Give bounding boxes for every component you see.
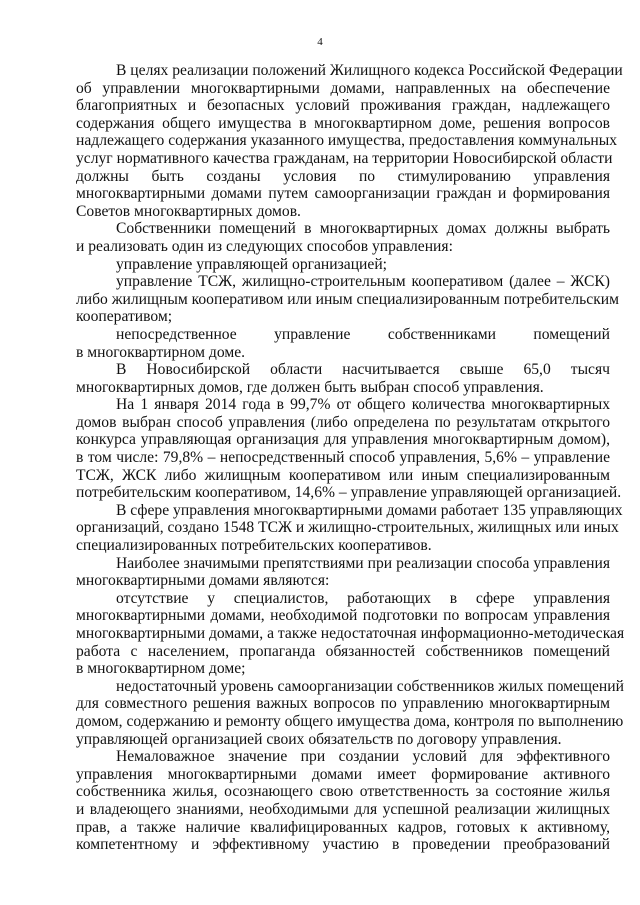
text-line: потребительским кооперативом, 14,6% – управление управляющей организацией. [76,484,622,502]
page-number: 4 [317,36,323,48]
text-line: многоквартирными домами, необходимой подготовки по вопросам управления [76,607,610,625]
text-line: В сфере управления многоквартирными домами работает 135 управляющих [116,501,623,519]
text-line: организаций, создано 1548 ТСЖ и жилищно-строительных, жилищных или иных [76,519,619,537]
text-line: в многоквартирном доме. [76,343,246,361]
text-line: ТСЖ, ЖСК либо жилищным кооперативом или иным специализированным [76,466,610,484]
text-line: собственника жилья, осознающего свою ответственность за состояние жилья [76,783,610,801]
text-line: многоквартирными домами путем самоорганизации граждан и формирования [76,185,610,203]
text-line: должны быть созданы условия по стимулированию управления [76,167,610,185]
text-line: благоприятных и безопасных условий проживания граждан, надлежащего [76,97,610,115]
text-line: домов выбран способ управления (либо определена по результатам открытого [76,413,610,431]
text-line: компетентному и эффективному участию в проведении преобразований [76,836,610,854]
text-line: непосредственное управление собственниками помещений [116,325,610,343]
text-line: недостаточный уровень самоорганизации собственников жилых помещений [116,677,624,695]
text-line: отсутствие у специалистов, работающих в сфере управления [116,589,610,607]
text-line: В целях реализации положений Жилищного кодекса Российской Федерации [116,62,623,79]
text-line: содержания общего имущества в многоквартирном доме, решения вопросов [76,114,610,132]
text-line: либо жилищным кооперативом или иным специализированным потребительским [76,290,619,308]
text-line: для совместного решения важных вопросов по управлению многоквартирным [76,695,610,713]
text-line: управляющей организацией своих обязательств по договору управления. [76,730,562,748]
text-line: управления многоквартирными домами имеет формирование активного [76,765,610,783]
text-line: В Новосибирской области насчитывается свыше 65,0 тысяч [116,361,610,379]
text-line: многоквартирными домами являются: [76,572,330,590]
text-line: прав, а также наличие квалифицированных кадров, готовых к активному, [76,818,610,836]
text-line: Собственники помещений в многоквартирных домах должны выбрать [116,220,610,238]
text-line: домом, содержанию и ремонту общего имущества дома, контроля по выполнению [76,712,624,730]
text-line: и владеющего знаниями, необходимыми для успешной реализации жилищных [76,800,610,818]
text-line: управление управляющей организацией; [116,255,387,273]
text-line: в том числе: 79,8% – непосредственный способ управления, 5,6% – управление [76,449,610,467]
text-line: Наиболее значимыми препятствиями при реализации способа управления [116,554,610,572]
text-line: кооперативом; [76,308,173,326]
text-line: услуг нормативного качества гражданам, на территории Новосибирской области [76,149,613,167]
text-line: многоквартирных домов, где должен быть выбран способ управления. [76,378,544,396]
text-line: надлежащего содержания указанного имущества, предоставления коммунальных [76,132,618,150]
text-line: в многоквартирном доме; [76,660,246,678]
text-line: управление ТСЖ, жилищно-строительным кооперативом (далее – ЖСК) [116,273,610,291]
text-line: Немаловажное значение при создании условий для эффективного [116,748,610,766]
text-line: специализированных потребительских кооперативов. [76,537,432,555]
text-line: об управлении многоквартирными домами, направленных на обеспечение [76,79,610,97]
text-line: многоквартирными домами, а также недостаточная информационно-методическая [76,625,625,642]
document-body [76,62,625,854]
text-line: На 1 января 2014 года в 99,7% от общего количества многоквартирных [116,396,610,414]
text-line: и реализовать один из следующих способов управления: [76,237,453,255]
text-line: работа с населением, пропаганда обязанностей собственников помещений [76,642,610,660]
text-line: конкурса управляющая организация для управления многоквартирным домом), [76,431,610,449]
text-line: Советов многоквартирных домов. [76,202,301,220]
